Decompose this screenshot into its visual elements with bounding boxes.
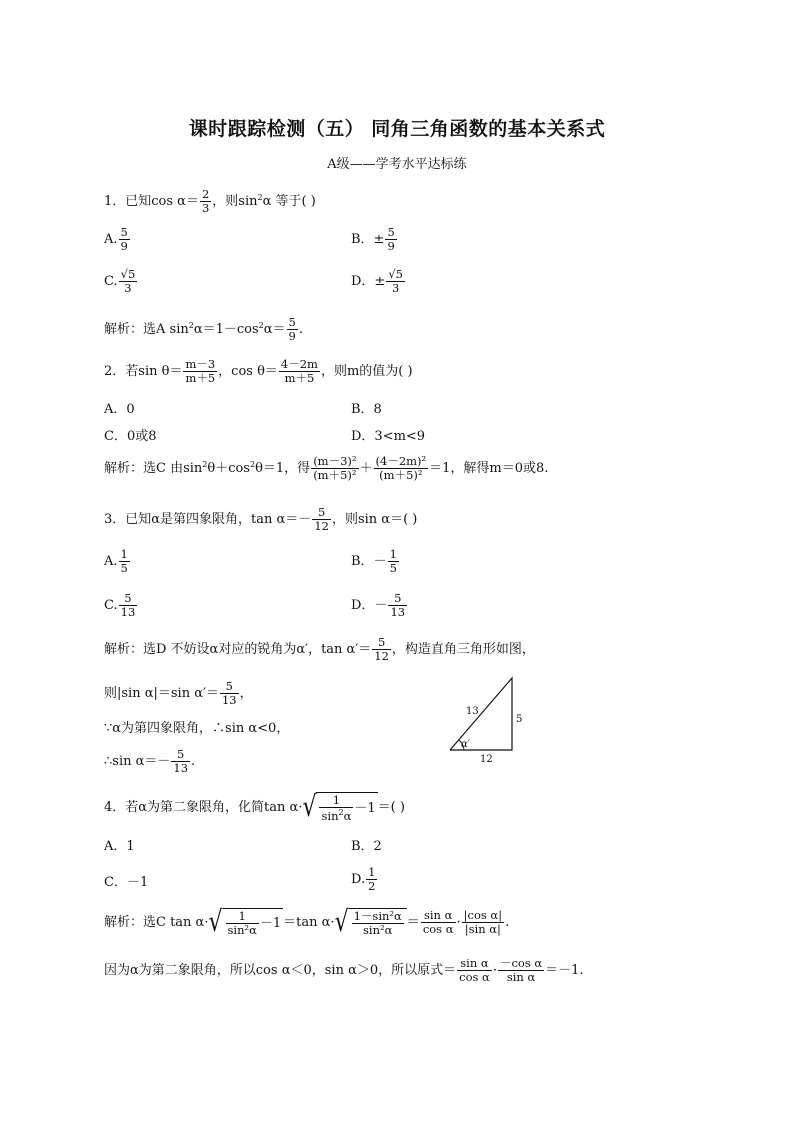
- q3-stem-text: ，则sin α＝( ): [331, 512, 418, 528]
- option-label: D．±: [351, 274, 386, 290]
- option-fraction: [119, 226, 130, 253]
- solution-radical-2: √ $\frac{\text{1－sin²α}}{\text{sin²α}}$: [335, 908, 407, 937]
- numerator: 1: [389, 547, 397, 561]
- q2-option-d[interactable]: D．3<m<9: [351, 429, 426, 444]
- q4-option-c[interactable]: C．－1: [104, 875, 149, 890]
- solution-fraction: [287, 316, 298, 343]
- q1-option-a[interactable]: [104, 226, 131, 253]
- option-label: B．－: [351, 554, 387, 570]
- label-angle: α′: [461, 739, 471, 750]
- numerator: m－3: [185, 357, 216, 371]
- denominator: 5: [120, 561, 128, 576]
- denominator: 9: [120, 239, 128, 254]
- q3-option-b[interactable]: [351, 548, 400, 575]
- q4-stem-text: ＝( ): [377, 800, 405, 816]
- denominator-sin: sin: [321, 809, 339, 824]
- option-fraction: [366, 866, 377, 893]
- numerator: √5: [388, 267, 403, 281]
- denominator: 3: [201, 201, 210, 216]
- numerator: 5: [288, 315, 296, 329]
- q1-option-b[interactable]: [351, 226, 398, 253]
- numerator: 5: [387, 225, 395, 239]
- solution-fraction: [171, 748, 190, 775]
- q1-stem: 1．已知cos α＝ $\frac{2}{3}$ ，则$\sin^2\alpha$ 等于( ): [104, 187, 316, 216]
- solution-fraction: [462, 909, 504, 936]
- option-label: B．±: [351, 232, 385, 248]
- numerator: 1: [332, 793, 341, 807]
- q3-solution-line-1: [104, 636, 535, 663]
- solution-text: ∴sin α＝－: [104, 754, 171, 770]
- q4-option-b[interactable]: B．2: [351, 839, 382, 854]
- q1-stem-text-a: 1．已知cos α＝: [104, 194, 199, 210]
- solution-text: ＝tan α·: [283, 915, 335, 931]
- solution-text: .: [191, 754, 196, 770]
- numerator: 1: [368, 865, 376, 879]
- q3-solution-line-4: [104, 748, 195, 775]
- denominator: 2: [368, 879, 376, 894]
- denominator: 13: [221, 693, 237, 708]
- denominator-exponent: 2: [338, 808, 344, 818]
- option-label: C.: [104, 274, 118, 290]
- solution-radical-1: √ $\frac{1}{\text{sin²α}}$ －1: [208, 905, 282, 939]
- solution-fraction: [374, 455, 429, 482]
- q3-stem: [104, 506, 417, 533]
- denominator: m＋5: [185, 371, 216, 386]
- q2-stem-fraction-1: [183, 358, 217, 385]
- right-triangle-figure: [440, 670, 540, 770]
- denominator: (m＋5)²: [313, 468, 357, 483]
- denominator: (m＋5)²: [374, 468, 429, 482]
- q1-option-d[interactable]: [351, 268, 406, 295]
- denominator: cos α: [422, 922, 454, 937]
- q2-stem: [104, 358, 413, 385]
- denominator: m＋5: [279, 371, 320, 385]
- denominator: 13: [120, 605, 136, 620]
- solution-text: α＝: [263, 322, 286, 338]
- option-label: D.: [351, 872, 366, 888]
- numerator: √5: [120, 267, 136, 281]
- label-opposite: 5: [516, 714, 523, 725]
- numerator: 5: [225, 679, 233, 693]
- q2-stem-text: 2．若sin θ＝: [104, 364, 183, 380]
- q4-option-a[interactable]: A．1: [104, 839, 135, 854]
- numerator: |cos α|: [463, 908, 503, 922]
- denominator: |sin α|: [462, 922, 504, 936]
- numerator: 4－2m: [280, 357, 318, 371]
- numerator: 1: [120, 547, 128, 561]
- numerator: 5: [317, 505, 326, 519]
- q4-stem-radical: √ $\frac{1}{\sin^2\alpha}$ －1: [302, 790, 376, 824]
- numerator: －cos α: [499, 956, 543, 970]
- numerator: (4－2m)²: [375, 454, 427, 468]
- denominator: 5: [389, 561, 397, 576]
- solution-text: 解析：选C 由sin: [104, 461, 203, 477]
- numerator: 2: [201, 187, 210, 201]
- solution-text: ＝1，解得m＝0或8.: [429, 461, 549, 477]
- q3-solution-line-2: [104, 680, 253, 707]
- radical-fraction: [226, 910, 259, 937]
- solution-text: ，: [239, 686, 253, 702]
- section-subtitle: A级——学考水平达标练: [327, 157, 467, 172]
- option-label: A.: [104, 554, 118, 570]
- q3-stem-text: 3．已知α是第四象限角，tan α＝－: [104, 512, 312, 528]
- triangle-outline: [450, 678, 512, 750]
- numerator: 5: [120, 225, 128, 239]
- option-fraction: [119, 548, 130, 575]
- q4-option-d[interactable]: [351, 866, 378, 893]
- denominator: 13: [390, 605, 406, 620]
- radical-tail: －1: [259, 916, 282, 932]
- option-label: D．－: [351, 598, 388, 614]
- solution-text: α＝1－cos: [193, 322, 259, 338]
- numerator: sin α: [423, 908, 453, 922]
- solution-fraction: [220, 680, 239, 707]
- solution-text: .: [505, 915, 510, 931]
- numerator: 5: [394, 591, 402, 605]
- q2-stem-fraction-2: [279, 358, 320, 385]
- q3-option-a[interactable]: [104, 548, 131, 575]
- option-fraction: [119, 592, 138, 619]
- solution-text: 则|sin α|＝sin α′＝: [104, 686, 219, 702]
- solution-fraction: [372, 636, 391, 663]
- q4-solution-line-2: [104, 957, 584, 984]
- solution-text: ＝: [406, 915, 420, 931]
- q2-stem-text: ，cos θ＝: [218, 364, 278, 380]
- denominator: 3: [119, 281, 138, 295]
- q4-solution-line-1: [104, 905, 510, 939]
- radical-fraction: [352, 910, 404, 937]
- solution-text: ＋: [359, 461, 373, 477]
- denominator: sin²α: [352, 923, 404, 937]
- q1-stem-text-b: ，则sin: [212, 194, 258, 210]
- q1-stem-fraction: [200, 188, 211, 215]
- q3-option-c[interactable]: [104, 592, 138, 619]
- solution-fraction: [498, 957, 544, 984]
- q3-solution-line-3: ∵α为第四象限角，∴sin α<0，: [104, 721, 290, 736]
- solution-text: 解析：选D 不妨设α对应的锐角为α′，tan α′＝: [104, 642, 372, 658]
- denominator: 13: [173, 761, 189, 776]
- denominator: 3: [386, 281, 405, 295]
- numerator: sin α: [460, 956, 489, 970]
- denominator: 9: [387, 239, 395, 254]
- solution-fraction: [421, 909, 456, 936]
- solution-text: 解析：选A sin: [104, 322, 189, 338]
- q2-option-c[interactable]: C．0或8: [104, 429, 157, 444]
- q4-stem-text: 4．若α为第二象限角，化简tan α·: [104, 800, 303, 816]
- numerator: 5: [377, 635, 386, 649]
- q2-solution: 解析：选C 由$\sin^2\theta+\cos^2\theta=1$，得 $\frac{\text{(m－3)²}}{\text{(m＋5)²}}$ ＋ $\frac{\text{(4－2m)²}}{\text{(m＋5)²}}$ ＝1，解得m＝0或8.: [104, 454, 549, 483]
- denominator: cos α: [459, 970, 490, 985]
- option-label: A.: [104, 232, 118, 248]
- numerator: 5: [177, 747, 185, 761]
- numerator: 5: [124, 591, 132, 605]
- solution-text: θ＋cos: [207, 461, 250, 477]
- label-hypotenuse: 13: [466, 706, 479, 717]
- q3-stem-fraction: [312, 506, 331, 533]
- radical-fraction: [319, 794, 353, 823]
- denominator: [319, 807, 353, 823]
- label-adjacent: 12: [480, 754, 493, 765]
- q1-solution: 解析：选A $\sin^2\alpha=1-\cos^2\alpha=$ $\frac{5}{9}$ .: [104, 315, 304, 344]
- solution-text: ·: [492, 963, 497, 979]
- denominator: sin α: [498, 970, 544, 984]
- q3-option-d[interactable]: [351, 592, 408, 619]
- option-fraction: [388, 592, 407, 619]
- denominator: sin²α: [227, 923, 257, 938]
- numerator: 1－sin²α: [353, 909, 402, 923]
- q2-stem-text: ，则m的值为( ): [320, 364, 413, 380]
- q1-stem-text-c: α 等于( ): [262, 194, 316, 210]
- solution-text: 因为α为第二象限角，所以cos α＜0，sin α＞0，所以原式＝: [104, 963, 457, 979]
- denominator-alpha: α: [343, 809, 352, 824]
- q1-option-c[interactable]: [104, 268, 138, 295]
- solution-text: 解析：选C tan α·: [104, 915, 209, 931]
- solution-fraction: [457, 957, 492, 984]
- q2-option-b[interactable]: B．8: [351, 402, 382, 417]
- solution-text: ·: [456, 915, 461, 931]
- solution-text: ，构造直角三角形如图，: [391, 642, 535, 658]
- denominator: 12: [314, 519, 329, 534]
- page-title: 课时跟踪检测（五） 同角三角函数的基本关系式: [188, 118, 606, 140]
- option-fraction: [386, 268, 405, 295]
- q4-stem: [104, 792, 405, 823]
- q2-option-a[interactable]: A．0: [104, 402, 135, 417]
- solution-text: ＝－1.: [545, 963, 584, 979]
- radical-tail: －1: [354, 801, 376, 817]
- solution-text: .: [298, 322, 304, 338]
- option-fraction: [388, 548, 399, 575]
- solution-fraction: [311, 455, 358, 482]
- option-label: C.: [104, 598, 118, 614]
- denominator: 9: [288, 329, 296, 344]
- option-fraction: [119, 268, 138, 295]
- denominator: 12: [374, 649, 389, 664]
- numerator: (m－3)²: [313, 454, 357, 468]
- option-fraction: [385, 226, 396, 253]
- numerator: 1: [238, 909, 246, 923]
- solution-text: θ＝1，得: [255, 461, 311, 477]
